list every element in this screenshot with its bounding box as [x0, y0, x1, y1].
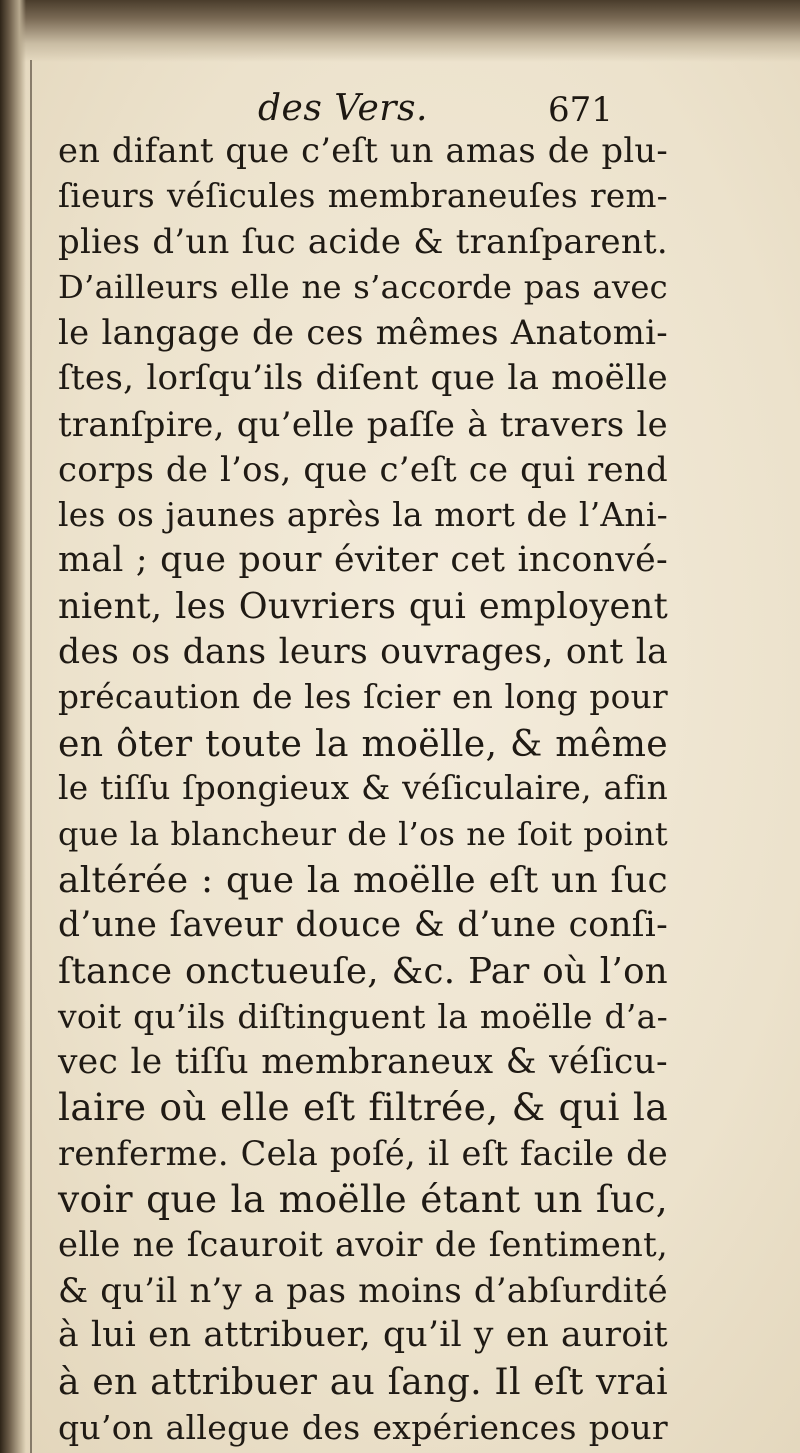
text-line: en difant que c’eſt un amas de plu- [58, 131, 668, 170]
text-line: à lui en attribuer, qu’il y en auroit [58, 1315, 668, 1356]
text-line: D’ailleurs elle ne s’accorde pas avec [58, 267, 668, 306]
body-text [58, 128, 668, 1450]
text-line: les os jaunes après la mort de l’Ani- [58, 495, 668, 534]
text-line: vec le tiſſu membraneux & véſicu- [58, 1041, 668, 1082]
text-line: renferme. Cela poſé, il eſt facile de [58, 1134, 668, 1174]
text-line: à en attribuer au ſang. Il eſt vrai [58, 1360, 668, 1404]
text-line: tranſpire, qu’elle paſſe à travers le [58, 404, 668, 444]
top-page-shadow [0, 0, 800, 62]
text-line: mal ; que pour éviter cet inconvé- [58, 540, 668, 581]
text-line: que la blancheur de l’os ne ſoit point [58, 814, 668, 853]
page-number: 671 [548, 90, 613, 130]
text-line: ſtes, lorſqu’ils diſent que la moëlle [58, 357, 668, 398]
text-line: d’une ſaveur douce & d’une conſi- [58, 905, 668, 946]
text-line: plies d’un ſuc acide & tranſparent. [58, 222, 668, 262]
gutter-line [30, 60, 32, 1453]
text-line: le tiſſu ſpongieux & véſiculaire, afin [58, 769, 668, 808]
text-line: qu’on allegue des expériences pour [58, 1407, 668, 1447]
page-binding-edge [0, 0, 26, 1453]
text-line: corps de l’os, que c’eſt ce qui rend [58, 450, 668, 490]
text-line: & qu’il n’y a pas moins d’abſurdité [58, 1270, 668, 1310]
text-line: le langage de ces mêmes Anatomi- [58, 313, 668, 353]
text-line: en ôter toute la moëlle, & même [58, 721, 668, 765]
text-line: altérée : que la moëlle eſt un ſuc [58, 859, 668, 901]
text-line: précaution de les ſcier en long pour [58, 678, 668, 717]
text-line: des os dans leurs ouvrages, ont la [58, 631, 668, 672]
text-line: ſtance onctueuſe, &c. Par où l’on [58, 950, 668, 992]
text-line: elle ne ſcauroit avoir de ſentiment, [58, 1225, 668, 1265]
text-line: voit qu’ils diſtinguent la moëlle d’a- [58, 997, 668, 1037]
text-line: voir que la moëlle étant un ſuc, [58, 1176, 668, 1221]
running-head: des Vers. [258, 88, 428, 129]
text-line: laire où elle eſt filtrée, & qui la [58, 1085, 668, 1130]
text-line: nient, les Ouvriers qui employent [58, 585, 668, 627]
text-line: ſieurs véſicules membraneuſes rem- [58, 176, 668, 215]
